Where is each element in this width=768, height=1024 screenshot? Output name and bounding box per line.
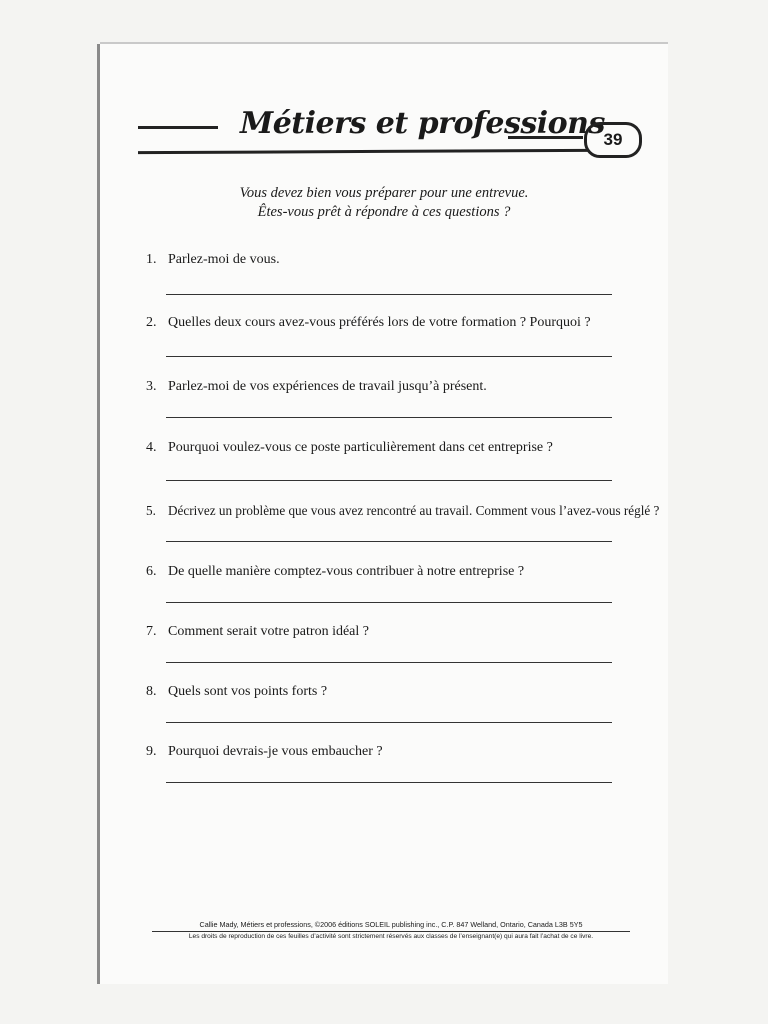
question-text: Quels sont vos points forts ?	[168, 684, 328, 699]
header	[138, 102, 638, 162]
question-number: 1.	[146, 252, 157, 267]
answer-line[interactable]	[166, 602, 612, 603]
question-2	[146, 315, 626, 331]
intro-text	[100, 184, 668, 222]
question-number: 5.	[146, 503, 156, 518]
intro-line-2: Êtes-vous prêt à répondre à ces questions ?	[257, 204, 511, 220]
footer	[152, 920, 630, 940]
page-title: Métiers et professions	[240, 106, 605, 141]
question-text: Décrivez un problème que vous avez rencontré au travail. Comment vous l’avez-vous réglé ?	[168, 503, 660, 518]
footer-divider	[152, 931, 630, 932]
question-9	[146, 744, 626, 760]
footer-rights: Les droits de reproduction de ces feuilles d’activité sont strictement réservés aux classes de l’enseignant(e) qui aura fait l’achat de ce livre.	[188, 933, 594, 940]
title-rule-left	[138, 126, 218, 129]
question-text: Pourquoi devrais-je vous embaucher ?	[168, 744, 383, 759]
question-number: 7.	[146, 624, 157, 639]
question-text: De quelle manière comptez-vous contribuer à notre entreprise ?	[168, 564, 525, 579]
page-number-badge: 39	[584, 122, 642, 158]
title-underline	[138, 149, 588, 154]
question-text: Parlez-moi de vous.	[168, 252, 280, 267]
answer-line[interactable]	[166, 356, 612, 357]
question-text: Pourquoi voulez-vous ce poste particulièrement dans cet entreprise ?	[168, 440, 553, 455]
title-rule-right	[508, 136, 583, 139]
question-7	[146, 624, 626, 640]
answer-line[interactable]	[166, 722, 612, 723]
question-6	[146, 564, 626, 580]
question-text: Quelles deux cours avez-vous préférés lors de votre formation ? Pourquoi ?	[168, 315, 591, 330]
question-text: Comment serait votre patron idéal ?	[168, 624, 369, 639]
answer-line[interactable]	[166, 662, 612, 663]
answer-line[interactable]	[166, 782, 612, 783]
question-text: Parlez-moi de vos expériences de travail jusqu’à présent.	[168, 379, 487, 394]
question-3	[146, 379, 626, 395]
answer-line[interactable]	[166, 417, 612, 418]
question-8	[146, 684, 626, 700]
question-number: 4.	[146, 440, 157, 455]
question-5	[146, 503, 660, 519]
question-4	[146, 440, 626, 456]
question-1	[146, 252, 626, 268]
question-number: 2.	[146, 315, 157, 330]
question-number: 9.	[146, 744, 157, 759]
answer-line[interactable]	[166, 294, 612, 295]
answer-line[interactable]	[166, 541, 612, 542]
question-number: 3.	[146, 379, 157, 394]
answer-line[interactable]	[166, 480, 612, 481]
question-number: 6.	[146, 564, 157, 579]
footer-credit: Callie Mady, Métiers et professions, ©2006 éditions SOLEIL publishing inc., C.P. 847 Welland, Ontario, Canada L3B 5Y5	[199, 920, 583, 929]
intro-line-1: Vous devez bien vous préparer pour une entrevue.	[239, 185, 529, 201]
question-number: 8.	[146, 684, 157, 699]
worksheet-page	[100, 44, 668, 984]
